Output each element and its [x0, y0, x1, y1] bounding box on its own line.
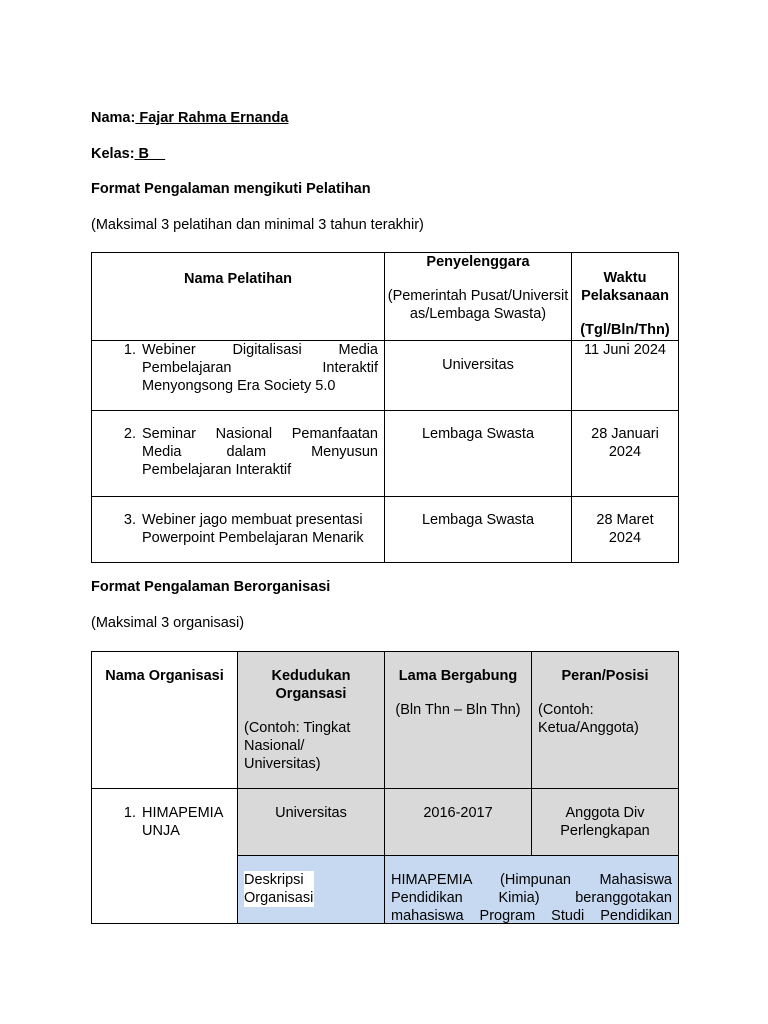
table-row [92, 411, 679, 497]
pelatihan-nama: Webiner jago membuat presentasi Powerpoint Pembelajaran Menarik [142, 512, 364, 546]
pelatihan-header-row [92, 253, 679, 341]
row-number: 1. [123, 805, 136, 821]
pelatihan-table [91, 252, 679, 563]
header-penyelenggara [385, 253, 572, 341]
header-nama-pelatihan: Nama Pelatihan [92, 253, 385, 341]
header-penyelenggara-label: Penyelenggara [426, 254, 530, 270]
kelas-value: B [134, 146, 166, 162]
header-lama-sub: (Bln Thn – Bln Thn) [395, 702, 521, 718]
header-penyelenggara-sub: (Pemerintah Pusat/Universitas/Lembaga Swasta) [387, 288, 569, 322]
pelatihan-penyelenggara: Lembaga Swasta [385, 411, 572, 497]
row-number: 1. [123, 342, 136, 358]
header-kedudukan [238, 652, 385, 789]
organisasi-header-row [92, 652, 679, 789]
pelatihan-waktu: 11 Juni 2024 [572, 341, 679, 411]
pelatihan-penyelenggara: Universitas [385, 341, 572, 411]
pelatihan-waktu: 28 Januari 2024 [572, 411, 679, 497]
nama-line [91, 109, 288, 127]
table-row [92, 497, 679, 563]
header-peran [532, 652, 679, 789]
header-kedudukan-sub: (Contoh: Tingkat Nasional/ Universitas) [244, 720, 351, 772]
nama-value: Fajar Rahma Ernanda [135, 110, 289, 126]
header-waktu-label: Waktu Pelaksanaan [581, 270, 669, 304]
pelatihan-penyelenggara: Lembaga Swasta [385, 497, 572, 563]
organisasi-peran: Anggota Div Perlengkapan [532, 789, 679, 856]
pelatihan-nama-cell [92, 341, 385, 411]
pelatihan-nama: Webiner Digitalisasi Media Pembelajaran Interaktif Menyongsong Era Society 5.0 [142, 342, 378, 394]
organisasi-nama-cell [92, 789, 238, 924]
header-peran-label: Peran/Posisi [561, 668, 649, 684]
pelatihan-title: Format Pengalaman mengikuti Pelatihan [91, 181, 371, 197]
header-nama-organisasi: Nama Organisasi [92, 652, 238, 789]
organisasi-table [91, 651, 679, 924]
pelatihan-waktu: 28 Maret 2024 [572, 497, 679, 563]
header-kedudukan-label: Kedudukan Organsasi [271, 668, 351, 702]
pelatihan-nama-cell [92, 411, 385, 497]
organisasi-note: (Maksimal 3 organisasi) [91, 615, 245, 631]
pelatihan-nama-cell [92, 497, 385, 563]
organisasi-deskripsi-cell [385, 856, 679, 924]
kelas-label: Kelas: [91, 146, 135, 162]
pelatihan-note: (Maksimal 3 pelatihan dan minimal 3 tahun terakhir) [91, 217, 424, 233]
row-number: 3. [123, 512, 136, 528]
organisasi-title: Format Pengalaman Berorganisasi [91, 579, 331, 595]
row-number: 2. [123, 426, 136, 442]
organisasi-lama: 2016-2017 [385, 789, 532, 856]
header-lama-label: Lama Bergabung [398, 668, 518, 684]
organisasi-nama: HIMAPEMIA UNJA [142, 805, 223, 839]
header-waktu [572, 253, 679, 341]
organisasi-deskripsi-label: Deskripsi Organisasi [244, 872, 314, 906]
kelas-line [91, 145, 165, 163]
table-row [92, 789, 679, 856]
header-lama [385, 652, 532, 789]
nama-label: Nama: [91, 110, 136, 126]
header-waktu-sub: (Tgl/Bln/Thn) [580, 322, 670, 338]
organisasi-kedudukan: Universitas [238, 789, 385, 856]
organisasi-deskripsi-label-cell [238, 856, 385, 924]
header-peran-sub: (Contoh: Ketua/Anggota) [538, 702, 639, 736]
table-row [92, 341, 679, 411]
organisasi-deskripsi: HIMAPEMIA (Himpunan Mahasiswa Pendidikan Kimia) beranggotakan mahasiswa Program Studi Pendidikan [391, 872, 672, 923]
pelatihan-nama: Seminar Nasional Pemanfaatan Media dalam Menyusun Pembelajaran Interaktif [142, 426, 378, 478]
